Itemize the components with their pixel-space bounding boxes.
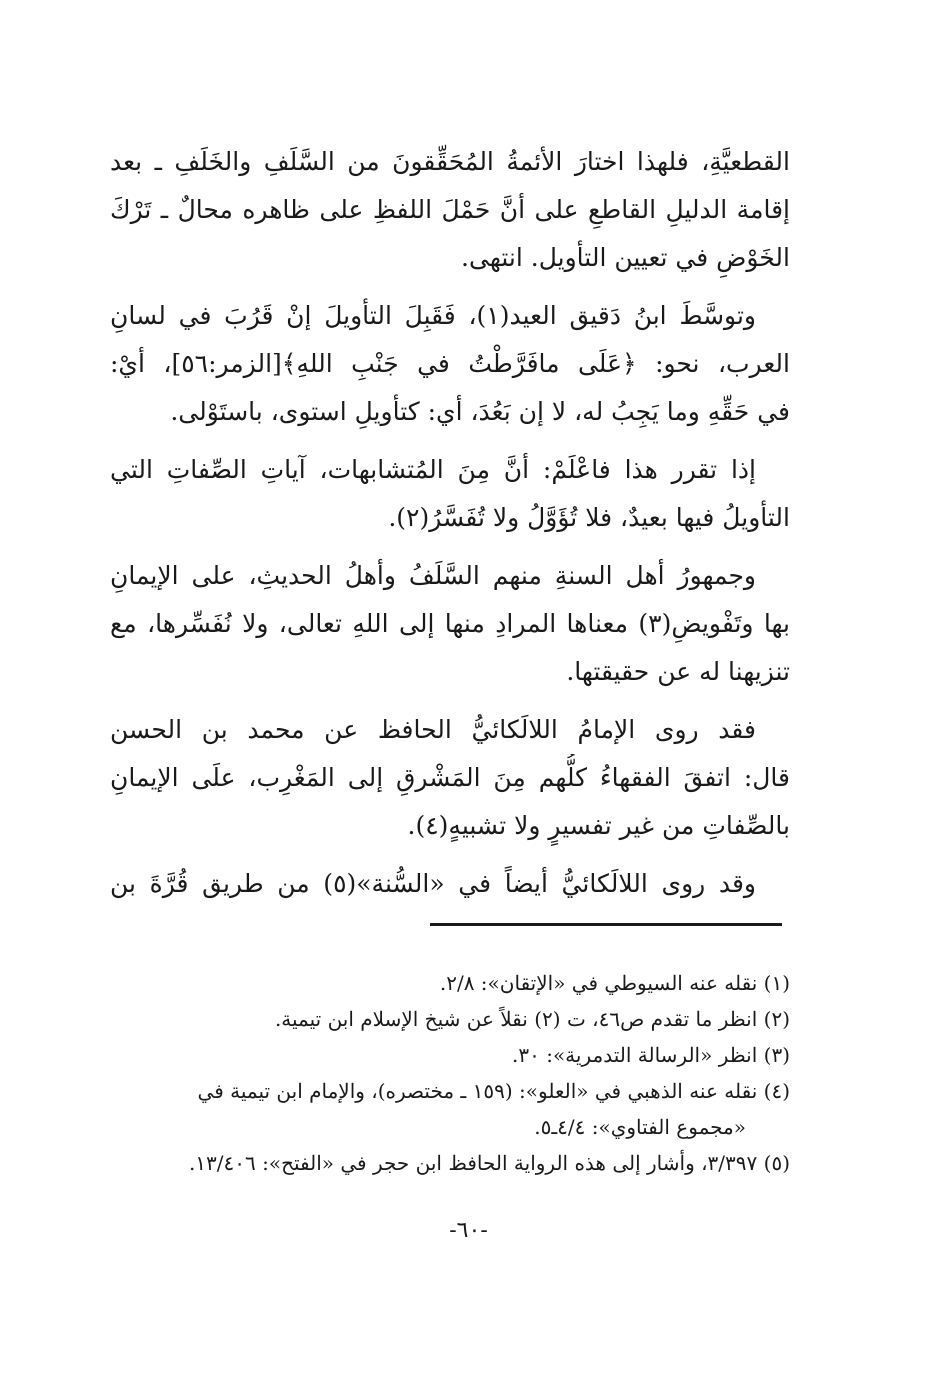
paragraph (110, 292, 790, 436)
text-line: بالصِّفاتِ من غير تفسيرٍ ولا تشبيهٍ(٤). (407, 811, 790, 840)
main-text (110, 138, 790, 918)
footnote: (٢) انظر ما تقدم ص٤٦، ت (٢) نقلاً عن شيخ الإسلام ابن تيمية. (274, 1007, 790, 1031)
footnote: (٣) انظر «الرسالة التدمرية»: ٣٠. (512, 1043, 790, 1067)
paragraph (110, 552, 790, 696)
paragraph (110, 446, 790, 542)
text-line: تنزيهنا له عن حقيقتها. (566, 657, 790, 686)
page-number: -٦٠- (449, 1218, 488, 1243)
text-line: إقامة الدليلِ القاطعِ على أنَّ حَمْلَ اللفظِ على ظاهره محالٌ ـ تَرْكَ (110, 195, 790, 224)
text-line: قال: اتفقَ الفقهاءُ كلُّهم مِنَ المَشْرقِ إلى المَغْرِب، علَى الإيمانِ (110, 763, 790, 792)
text-line: إذا تقرر هذا فاعْلَمْ: أنَّ مِنَ المُتشابهات، آياتِ الصِّفاتِ التي (110, 455, 756, 484)
footnote-separator (430, 923, 782, 926)
text-line: القطعيَّةِ، فلهذا اختارَ الأئمةُ المُحَقِّقونَ من السَّلَفِ والخَلَفِ ـ بعد (110, 147, 790, 176)
footnote: (١) نقله عنه السيوطي في «الإتقان»: ٢/٨. (439, 971, 790, 995)
footnote-continuation: «مجموع الفتاوي»: ٤/٤ـ٥. (534, 1115, 746, 1139)
text-line: وجمهورُ أهل السنةِ منهم السَّلَفُ وأهلُ الحديثِ، على الإيمانِ (110, 561, 756, 590)
text-line: فقد روى الإمامُ اللالَكائيُّ الحافظ عن محمد بن الحسن (110, 715, 756, 744)
text-line: التأويلُ فيها بعيدٌ، فلا تُؤَوَّلُ ولا تُفَسَّرُ(٢). (388, 503, 790, 532)
text-line: الخَوْضِ في تعيين التأويل. انتهى. (461, 243, 790, 272)
text-line: العرب، نحو: ﴿عَلَى مافَرَّطْتُ في جَنْبِ اللهِ﴾[الزمر:٥٦]، أيْ: (110, 349, 790, 378)
footnote: (٤) نقله عنه الذهبي في «العلو»: (١٥٩ ـ مختصره)، والإمام ابن تيمية في (197, 1079, 790, 1103)
text-line: وتوسَّطَ ابنُ دَقيق العيد(١)، فَقَبِلَ التأويلَ إنْ قَرُبَ في لسانِ (110, 301, 756, 330)
paragraph (110, 706, 790, 850)
text-line: وقد روى اللالَكائيُّ أيضاً في «السُّنة»(٥) من طريق قُرَّةَ بن (110, 869, 757, 898)
paragraph (110, 860, 790, 908)
text-line: بها وتَفْويضِ(٣) معناها المرادِ منها إلى اللهِ تعالى، ولا نُفَسِّرها، مع (110, 609, 790, 638)
footnotes (110, 965, 790, 1181)
text-line: في حَقِّهِ وما يَجِبُ له، لا إن بَعُدَ، أي: كتأويلِ استوى، باستَوْلى. (170, 397, 790, 426)
footnote: (٥) ٣/٣٩٧، وأشار إلى هذه الرواية الحافظ ابن حجر في «الفتح»: ١٣/٤٠٦. (188, 1151, 790, 1175)
paragraph (110, 138, 790, 282)
